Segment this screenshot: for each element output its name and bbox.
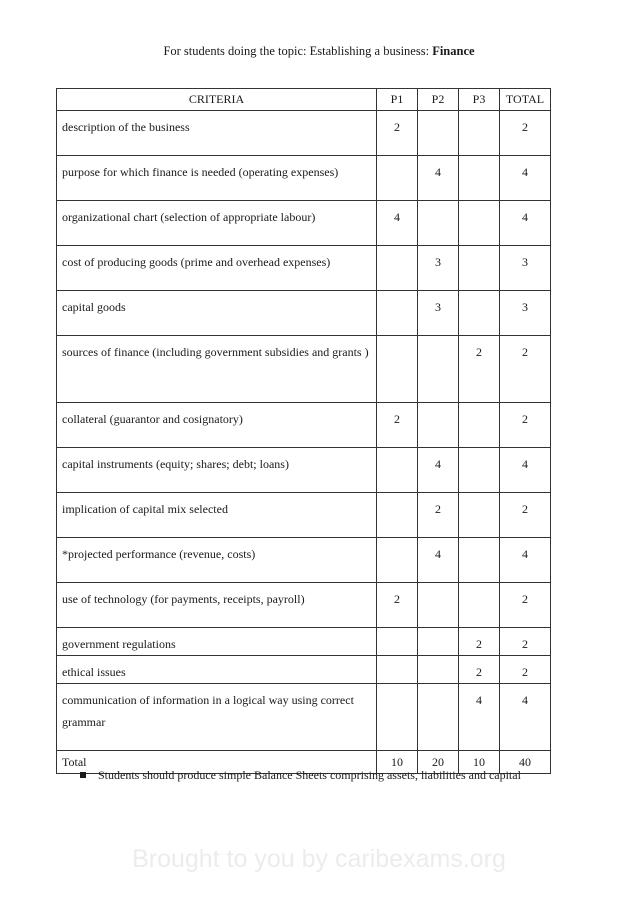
total-cell: 4 xyxy=(500,156,551,201)
total-cell: 2 xyxy=(500,403,551,448)
p2-cell: 4 xyxy=(418,448,459,493)
p3-cell xyxy=(459,493,500,538)
table-row xyxy=(57,448,551,493)
p2-cell xyxy=(418,684,459,751)
p2-cell: 3 xyxy=(418,246,459,291)
note-bullet xyxy=(80,768,521,783)
p3-cell xyxy=(459,246,500,291)
table-row xyxy=(57,403,551,448)
header-total: TOTAL xyxy=(500,89,551,111)
total-cell: 2 xyxy=(500,583,551,628)
heading-bold-topic: Finance xyxy=(432,44,475,58)
note-text: Students should produce simple Balance Sheets comprising assets, liabilities and capital xyxy=(98,768,521,782)
p3-cell xyxy=(459,403,500,448)
p1-cell xyxy=(377,628,418,656)
criteria-cell: *projected performance (revenue, costs) xyxy=(57,538,377,583)
table-row xyxy=(57,291,551,336)
total-cell: 40 xyxy=(500,751,551,774)
header-criteria: CRITERIA xyxy=(57,89,377,111)
criteria-cell: purpose for which finance is needed (operating expenses) xyxy=(57,156,377,201)
total-cell: 4 xyxy=(500,684,551,751)
criteria-cell: capital instruments (equity; shares; debt; loans) xyxy=(57,448,377,493)
p3-cell xyxy=(459,111,500,156)
table-row xyxy=(57,111,551,156)
criteria-table xyxy=(56,88,551,774)
heading-text: For students doing the topic: Establishing a business: xyxy=(163,44,433,58)
p2-cell xyxy=(418,336,459,403)
p2-cell xyxy=(418,403,459,448)
total-cell: 2 xyxy=(500,111,551,156)
table-row xyxy=(57,336,551,403)
header-p2: P2 xyxy=(418,89,459,111)
p1-cell xyxy=(377,684,418,751)
p1-cell xyxy=(377,448,418,493)
criteria-cell: description of the business xyxy=(57,111,377,156)
criteria-cell: organizational chart (selection of appropriate labour) xyxy=(57,201,377,246)
table-header-row xyxy=(57,89,551,111)
p3-cell: 2 xyxy=(459,628,500,656)
criteria-cell: communication of information in a logical way using correct grammar xyxy=(57,684,377,751)
p2-cell: 2 xyxy=(418,493,459,538)
total-cell: 2 xyxy=(500,656,551,684)
criteria-cell: sources of finance (including government subsidies and grants ) xyxy=(57,336,377,403)
criteria-cell: government regulations xyxy=(57,628,377,656)
total-cell: 3 xyxy=(500,246,551,291)
p3-cell: 2 xyxy=(459,336,500,403)
p3-cell xyxy=(459,201,500,246)
total-cell: 4 xyxy=(500,538,551,583)
table-row xyxy=(57,201,551,246)
total-cell: 4 xyxy=(500,201,551,246)
criteria-cell: cost of producing goods (prime and overhead expenses) xyxy=(57,246,377,291)
table-row xyxy=(57,656,551,684)
criteria-cell: Total xyxy=(57,751,377,774)
p2-cell: 3 xyxy=(418,291,459,336)
table-row xyxy=(57,684,551,751)
p1-cell: 10 xyxy=(377,751,418,774)
table-row xyxy=(57,628,551,656)
p3-cell xyxy=(459,538,500,583)
table-row xyxy=(57,538,551,583)
table-row xyxy=(57,493,551,538)
p1-cell xyxy=(377,538,418,583)
p3-cell: 2 xyxy=(459,656,500,684)
p3-cell: 10 xyxy=(459,751,500,774)
criteria-cell: implication of capital mix selected xyxy=(57,493,377,538)
p1-cell xyxy=(377,656,418,684)
table-row xyxy=(57,246,551,291)
p1-cell: 2 xyxy=(377,583,418,628)
table-row xyxy=(57,156,551,201)
p2-cell xyxy=(418,628,459,656)
p3-cell xyxy=(459,291,500,336)
p3-cell xyxy=(459,583,500,628)
p1-cell xyxy=(377,493,418,538)
total-cell: 3 xyxy=(500,291,551,336)
p1-cell: 2 xyxy=(377,111,418,156)
p2-cell: 4 xyxy=(418,538,459,583)
header-p1: P1 xyxy=(377,89,418,111)
header-p3: P3 xyxy=(459,89,500,111)
total-cell: 4 xyxy=(500,448,551,493)
criteria-cell: ethical issues xyxy=(57,656,377,684)
total-cell: 2 xyxy=(500,493,551,538)
p1-cell: 2 xyxy=(377,403,418,448)
watermark: Brought to you by caribexams.org xyxy=(132,845,506,873)
p3-cell xyxy=(459,156,500,201)
p3-cell: 4 xyxy=(459,684,500,751)
p2-cell: 20 xyxy=(418,751,459,774)
p1-cell: 4 xyxy=(377,201,418,246)
table-row xyxy=(57,583,551,628)
page-heading xyxy=(0,44,638,59)
criteria-cell: use of technology (for payments, receipts, payroll) xyxy=(57,583,377,628)
p2-cell xyxy=(418,201,459,246)
p3-cell xyxy=(459,448,500,493)
total-cell: 2 xyxy=(500,628,551,656)
p1-cell xyxy=(377,246,418,291)
p2-cell xyxy=(418,111,459,156)
total-cell: 2 xyxy=(500,336,551,403)
p2-cell: 4 xyxy=(418,156,459,201)
criteria-cell: capital goods xyxy=(57,291,377,336)
p2-cell xyxy=(418,656,459,684)
p2-cell xyxy=(418,583,459,628)
p1-cell xyxy=(377,156,418,201)
bullet-square-icon xyxy=(80,772,86,778)
p1-cell xyxy=(377,336,418,403)
criteria-cell: collateral (guarantor and cosignatory) xyxy=(57,403,377,448)
p1-cell xyxy=(377,291,418,336)
